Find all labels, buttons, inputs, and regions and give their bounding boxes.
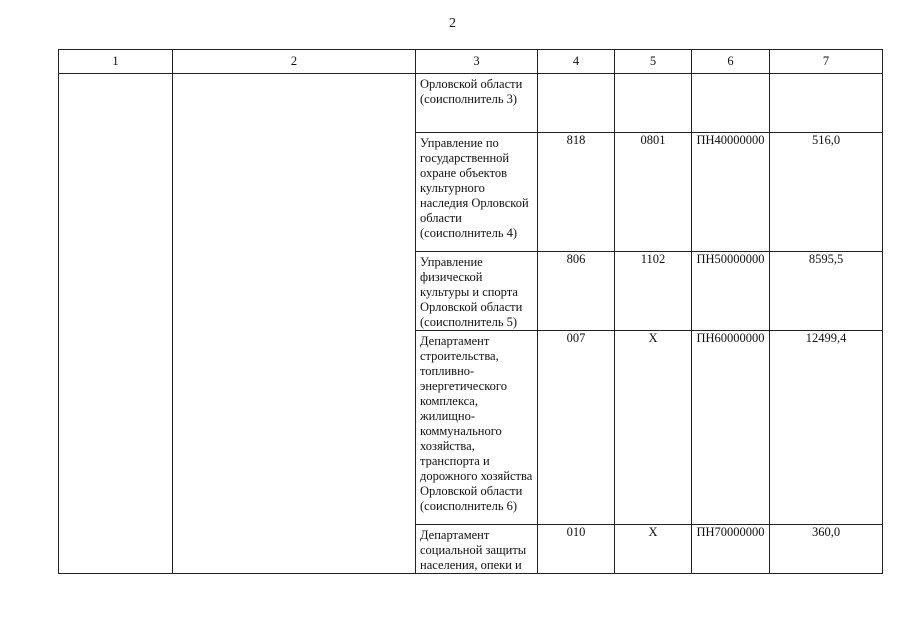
target-code-cell: ПН70000000 — [692, 525, 770, 574]
table-header-cell: 7 — [770, 50, 883, 74]
budget-table — [58, 49, 883, 574]
table-header-cell: 2 — [173, 50, 416, 74]
admin-code-cell — [538, 74, 615, 133]
section-code-cell — [615, 74, 692, 133]
admin-code-cell: 007 — [538, 331, 615, 525]
target-code-cell: ПН40000000 — [692, 133, 770, 252]
section-code-cell: Х — [615, 331, 692, 525]
executor-name-cell — [416, 525, 538, 574]
executor-name-cell — [416, 252, 538, 331]
table-header-cell: 5 — [615, 50, 692, 74]
executor-name-cell — [416, 74, 538, 133]
amount-cell: 516,0 — [770, 133, 883, 252]
executor-name: Управление физической культуры и спорта Орловской области (соисполнитель 5) — [420, 255, 523, 329]
admin-code-cell: 818 — [538, 133, 615, 252]
section-code-cell: 1102 — [615, 252, 692, 331]
amount-cell: 12499,4 — [770, 331, 883, 525]
table-header-cell: 3 — [416, 50, 538, 74]
column-1-merged-cell — [59, 74, 173, 574]
section-code-cell: 0801 — [615, 133, 692, 252]
executor-name-cell — [416, 133, 538, 252]
target-code-cell: ПН60000000 — [692, 331, 770, 525]
table-row — [59, 74, 883, 133]
table-header-cell: 1 — [59, 50, 173, 74]
page-number: 2 — [449, 16, 456, 31]
target-code-cell: ПН50000000 — [692, 252, 770, 331]
executor-name: Департамент строительства, топливно-энергетического комплекса, жилищно-коммунального хозяйства, транспорта и дорожного хозяйства Орловской области (соисполнитель 6) — [420, 334, 533, 513]
column-2-merged-cell — [173, 74, 416, 574]
executor-name: Орловской области (соисполнитель 3) — [420, 77, 523, 106]
amount-cell: 8595,5 — [770, 252, 883, 331]
table-header-cell: 6 — [692, 50, 770, 74]
target-code-cell — [692, 74, 770, 133]
admin-code-cell: 806 — [538, 252, 615, 331]
amount-cell — [770, 74, 883, 133]
executor-name-cell — [416, 331, 538, 525]
executor-name: Управление по государственной охране объектов культурного наследия Орловской области (соисполнитель 4) — [420, 136, 529, 240]
admin-code-cell: 010 — [538, 525, 615, 574]
table-header-cell: 4 — [538, 50, 615, 74]
executor-name: Департамент социальной защиты населения, опеки и — [420, 528, 527, 572]
table-header-row — [59, 50, 883, 74]
amount-cell: 360,0 — [770, 525, 883, 574]
section-code-cell: Х — [615, 525, 692, 574]
